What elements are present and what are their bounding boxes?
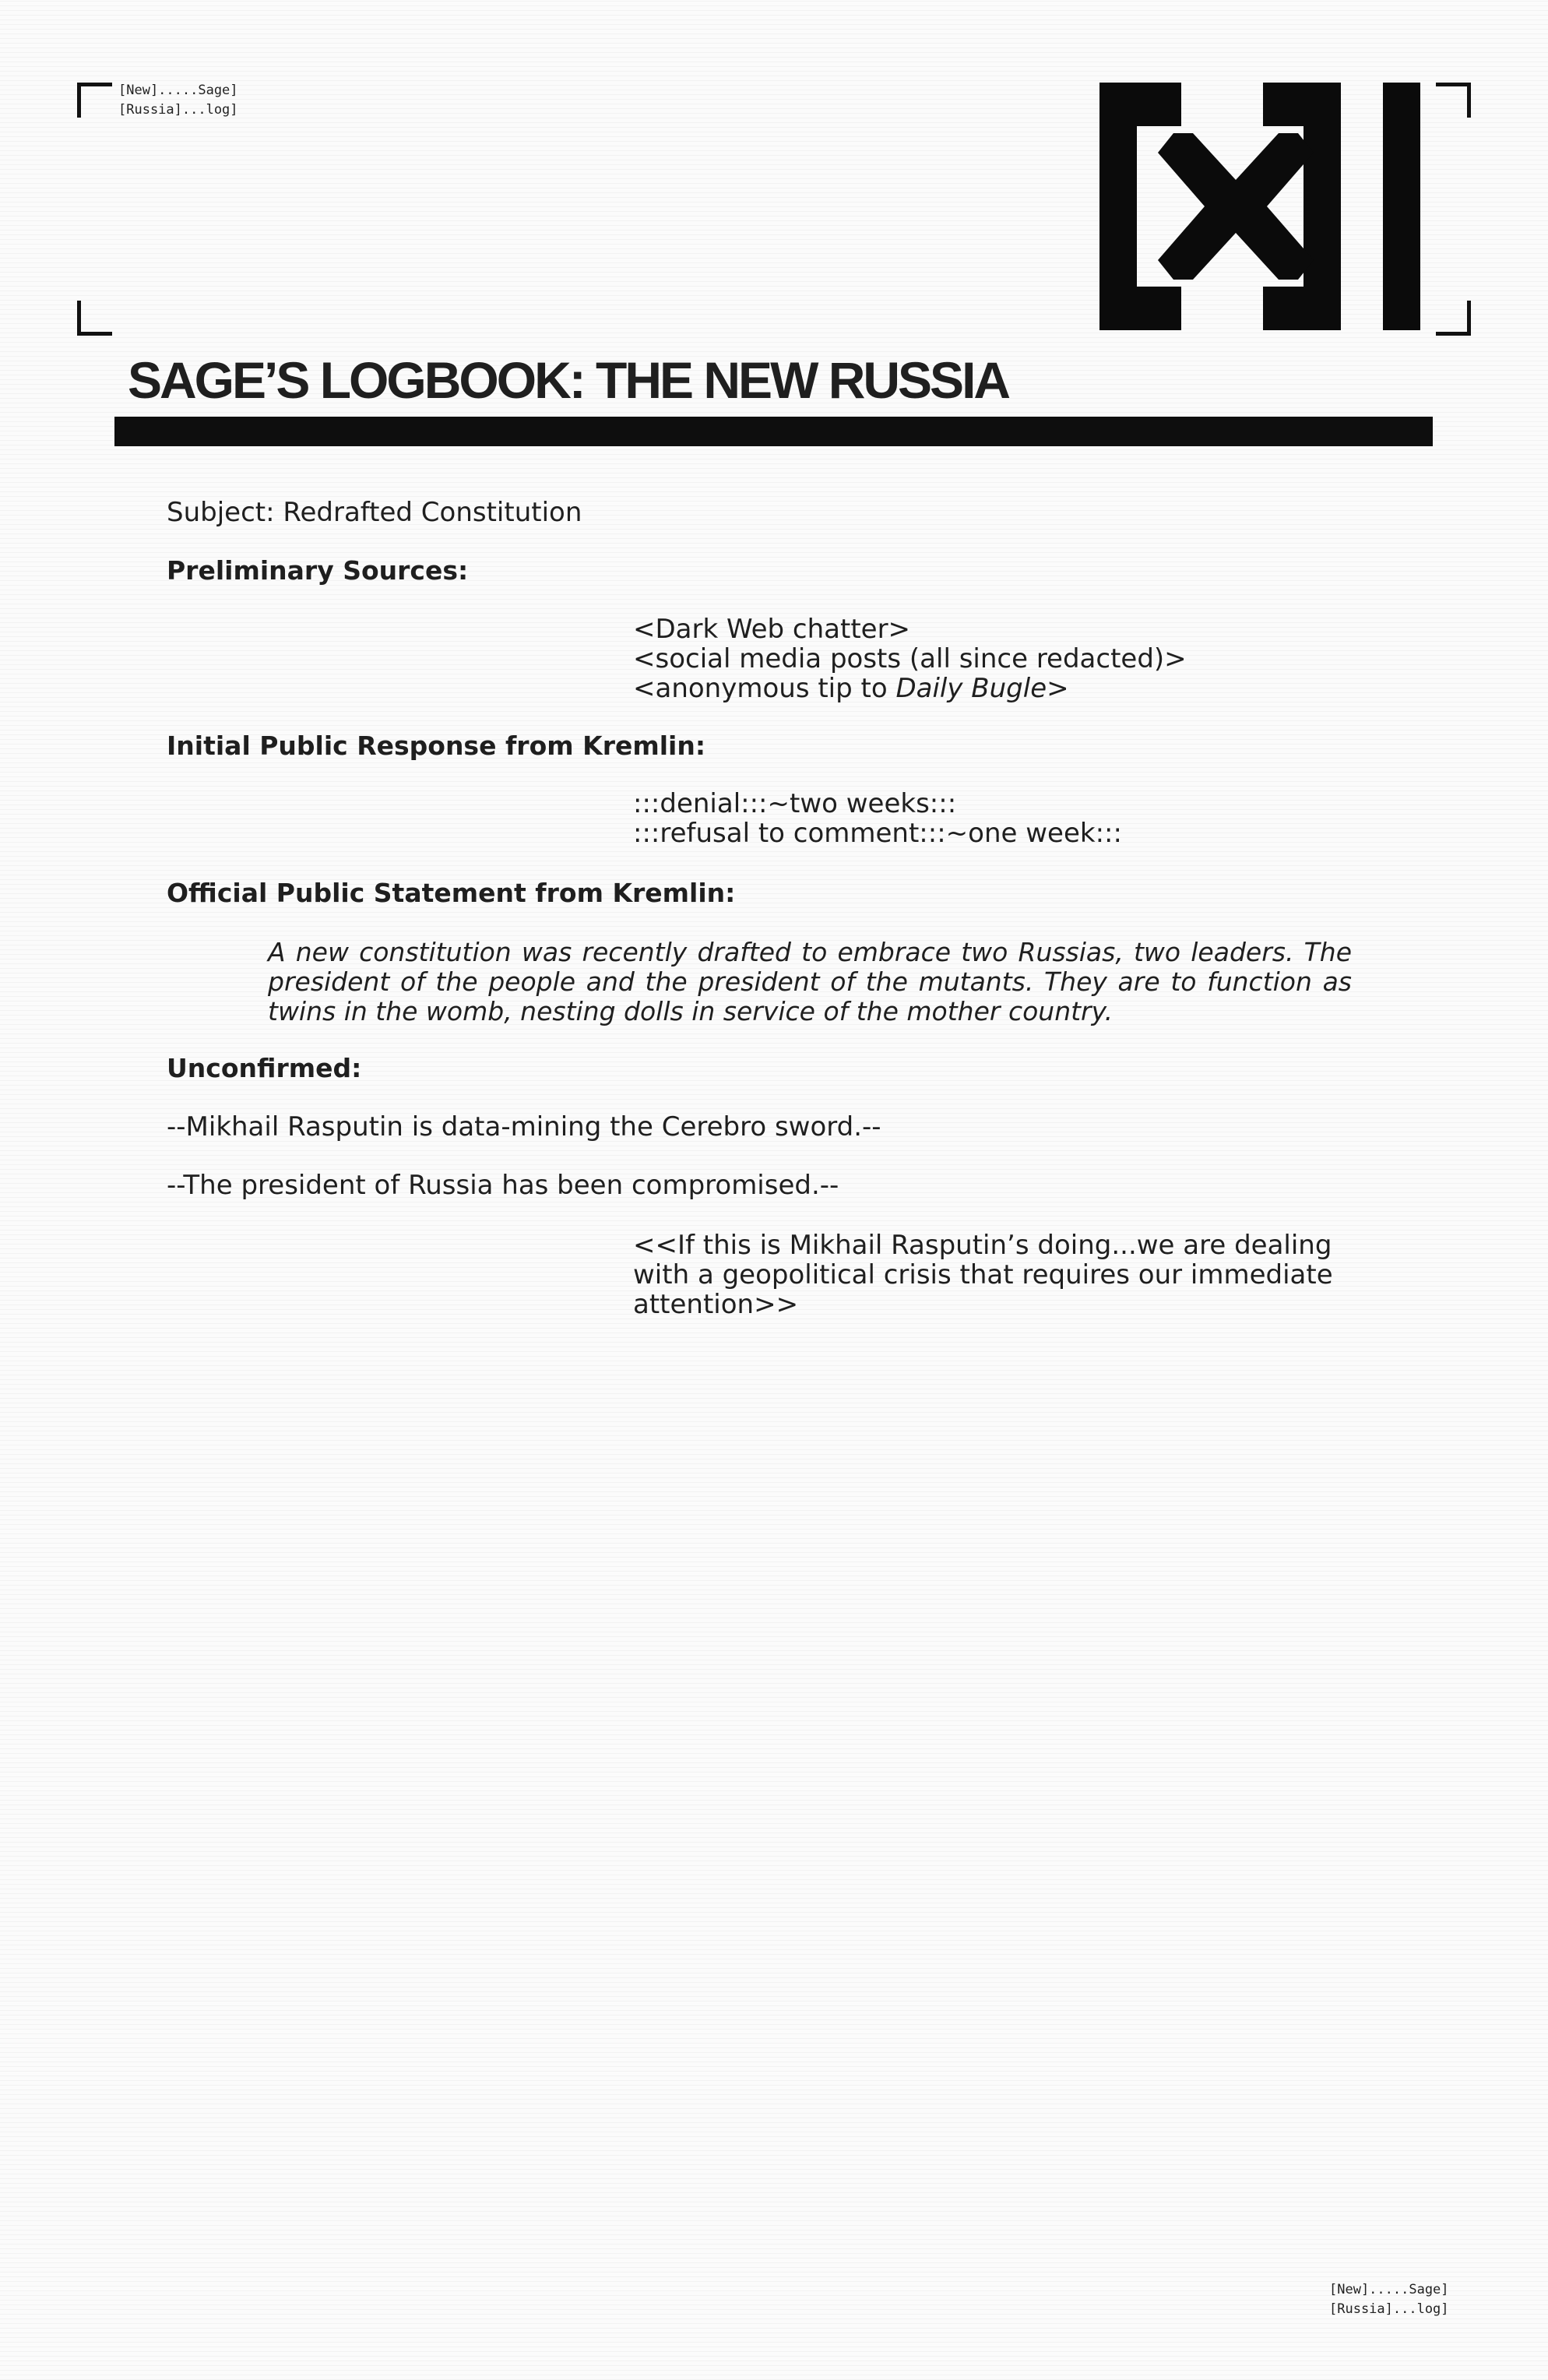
corner-bracket-bottom-left bbox=[77, 301, 112, 336]
corner-tag-line-2: [Russia]...log] bbox=[118, 102, 238, 118]
response-item: :::denial:::~two weeks::: bbox=[633, 788, 957, 819]
section-heading-initial-response: Initial Public Response from Kremlin: bbox=[167, 731, 706, 761]
unconfirmed-note: <<If this is Mikhail Rasputin’s doing...we are dealing with a geopolitical crisis that requires our immediate attention>> bbox=[633, 1230, 1333, 1320]
response-item: :::refusal to comment:::~one week::: bbox=[633, 818, 1122, 849]
x-men-logo-icon bbox=[1099, 83, 1420, 330]
unconfirmed-item: --The president of Russia has been compromised.-- bbox=[167, 1170, 839, 1201]
corner-bracket-bottom-right bbox=[1436, 301, 1471, 336]
corner-bracket-top-right bbox=[1436, 83, 1471, 118]
corner-tag-line-2: [Russia]...log] bbox=[1329, 2301, 1449, 2317]
corner-tag-bottom bbox=[1329, 2280, 1449, 2319]
section-heading-preliminary-sources: Preliminary Sources: bbox=[167, 555, 469, 586]
section-heading-official-statement: Official Public Statement from Kremlin: bbox=[167, 878, 736, 908]
source-item-prefix: <anonymous tip to bbox=[633, 673, 896, 704]
corner-tag-line-1: [New].....Sage] bbox=[1329, 2282, 1449, 2297]
corner-bracket-top-left bbox=[77, 83, 112, 118]
source-item-publication: Daily Bugle bbox=[895, 673, 1047, 704]
source-item-suffix: > bbox=[1047, 673, 1069, 704]
subject-line: Subject: Redrafted Constitution bbox=[167, 497, 582, 528]
corner-tag-top bbox=[118, 81, 238, 120]
corner-tag-line-1: [New].....Sage] bbox=[118, 83, 238, 98]
title-underline-bar bbox=[114, 417, 1433, 446]
source-item bbox=[633, 674, 1069, 703]
official-statement-text: A new constitution was recently drafted to embrace two Russias, two leaders. The president of the people and the president of the mutants. They are to function as twins in the womb, nesting dolls in service of the mother country. bbox=[268, 937, 1352, 1026]
section-heading-unconfirmed: Unconfirmed: bbox=[167, 1053, 362, 1083]
unconfirmed-item: --Mikhail Rasputin is data-mining the Cerebro sword.-- bbox=[167, 1111, 881, 1142]
page-title: SAGE’S LOGBOOK: THE NEW RUSSIA bbox=[128, 351, 1009, 409]
source-item: <social media posts (all since redacted)> bbox=[633, 643, 1187, 674]
source-item: <Dark Web chatter> bbox=[633, 614, 911, 645]
